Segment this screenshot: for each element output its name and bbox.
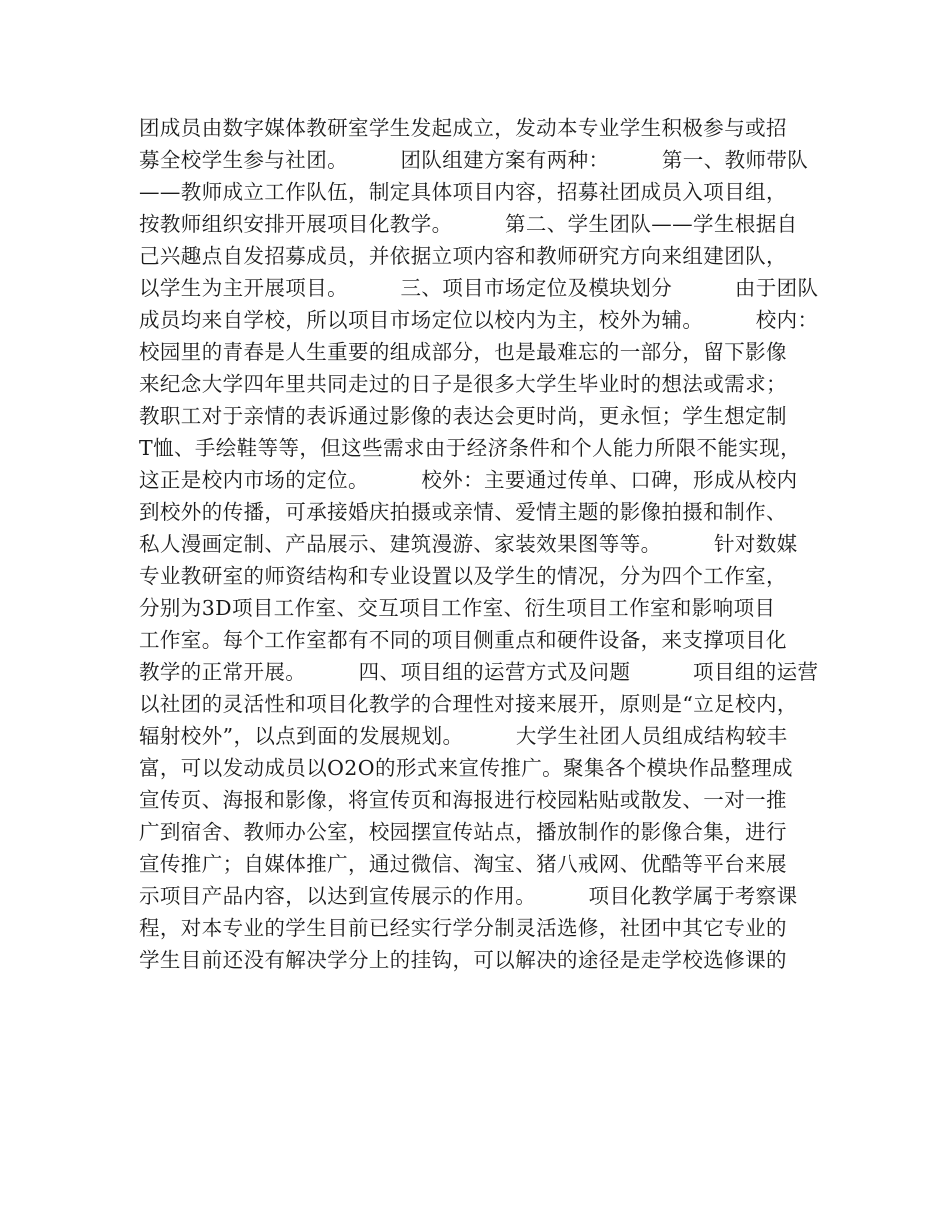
text-line: 学生目前还没有解决学分上的挂钩，可以解决的途径是走学校选修课的	[139, 948, 787, 972]
text-line: 专业教研室的师资结构和专业设置以及学生的情况，分为四个工作室，	[139, 564, 787, 588]
text-line: 成员均来自学校，所以项目市场定位以校内为主，校外为辅。 校内：	[139, 308, 819, 332]
text-line: 广到宿舍、教师办公室，校园摆宣传站点，播放制作的影像合集，进行	[139, 820, 787, 844]
text-line: ——教师成立工作队伍，制定具体项目内容，招募社团成员入项目组，	[139, 180, 787, 204]
text-line: 到校外的传播，可承接婚庆拍摄或亲情、爱情主题的影像拍摄和制作、	[139, 500, 787, 524]
text-line: 来纪念大学四年里共同走过的日子是很多大学生毕业时的想法或需求；	[139, 372, 787, 396]
text-line: 以学生为主开展项目。 三、项目市场定位及模块划分 由于团队	[139, 276, 819, 300]
text-line: 宣传页、海报和影像，将宣传页和海报进行校园粘贴或散发、一对一推	[139, 788, 787, 812]
text-line: 辐射校外”，以点到面的发展规划。 大学生社团人员组成结构较丰	[139, 724, 788, 748]
text-line: 己兴趣点自发招募成员，并依据立项内容和教师研究方向来组建团队，	[139, 244, 787, 268]
text-line: 教学的正常开展。 四、项目组的运营方式及问题 项目组的运营	[139, 660, 819, 684]
text-line: 富，可以发动成员以O2O的形式来宣传推广。聚集各个模块作品整理成	[139, 756, 793, 780]
text-line: 团成员由数字媒体教研室学生发起成立，发动本专业学生积极参与或招	[139, 116, 787, 140]
text-line: 分别为3D项目工作室、交互项目工作室、衍生项目工作室和影响项目	[139, 596, 776, 620]
text-line: T恤、手绘鞋等等，但这些需求由于经济条件和个人能力所限不能实现，	[139, 436, 801, 460]
text-line: 程，对本专业的学生目前已经实行学分制灵活选修，社团中其它专业的	[139, 916, 787, 940]
text-line: 校园里的青春是人生重要的组成部分，也是最难忘的一部分，留下影像	[139, 340, 787, 364]
text-line: 示项目产品内容，以达到宣传展示的作用。 项目化教学属于考察课	[139, 884, 798, 908]
body-text	[139, 112, 839, 976]
text-line: 宣传推广；自媒体推广，通过微信、淘宝、猪八戒网、优酷等平台来展	[139, 852, 787, 876]
text-line: 这正是校内市场的定位。 校外：主要通过传单、口碑，形成从校内	[139, 468, 798, 492]
text-line: 教职工对于亲情的表诉通过影像的表达会更时尚，更永恒；学生想定制	[139, 404, 787, 428]
text-line: 以社团的灵活性和项目化教学的合理性对接来展开，原则是“立足校内，	[139, 692, 798, 716]
text-line: 私人漫画定制、产品展示、建筑漫游、家装效果图等等。 针对数媒	[139, 532, 798, 556]
text-line: 募全校学生参与社团。 团队组建方案有两种： 第一、教师带队	[139, 148, 809, 172]
text-line: 按教师组织安排开展项目化教学。 第二、学生团队——学生根据自	[139, 212, 798, 236]
text-line: 工作室。每个工作室都有不同的项目侧重点和硬件设备，来支撑项目化	[139, 628, 787, 652]
